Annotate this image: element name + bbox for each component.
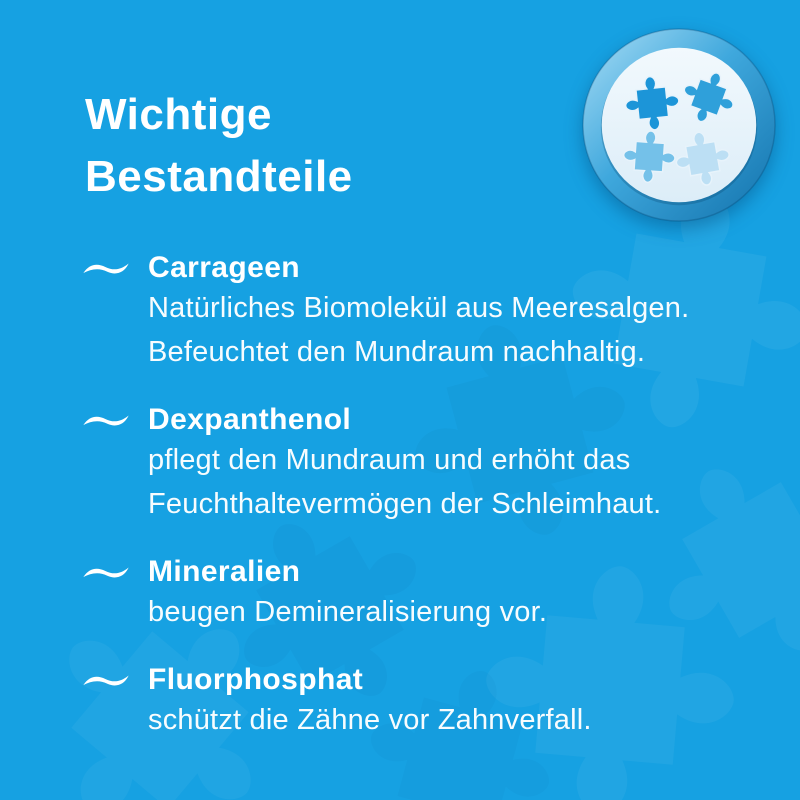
ingredient-description-line: Feuchthaltevermögen der Schleimhaut. — [148, 488, 662, 520]
wave-bullet-icon — [82, 662, 130, 691]
ingredient-description-line: Natürliches Biomolekül aus Meeresalgen. — [148, 292, 690, 324]
ingredient-description-line: Befeuchtet den Mundraum nachhaltig. — [148, 336, 646, 368]
ingredient-body — [148, 250, 782, 374]
ingredient-list — [82, 250, 782, 770]
ingredient-item-carrageen — [82, 250, 782, 374]
ingredient-name: Fluorphosphat — [148, 663, 364, 696]
puzzle-badge — [580, 26, 778, 224]
ingredient-description-line: pflegt den Mundraum und erhöht das — [148, 444, 631, 476]
wave-bullet-icon — [82, 250, 130, 279]
page-title-line2: Bestandteile — [85, 152, 353, 201]
puzzle-pieces-icon — [580, 26, 778, 224]
ingredient-item-fluorphosphat — [82, 662, 782, 742]
ingredient-description-line: beugen Demineralisierung vor. — [148, 596, 548, 628]
ingredient-item-dexpanthenol — [82, 402, 782, 526]
wave-bullet-icon — [82, 554, 130, 583]
ingredient-body — [148, 402, 782, 526]
ingredient-description-line: schützt die Zähne vor Zahnverfall. — [148, 704, 592, 736]
ingredient-name: Mineralien — [148, 555, 301, 588]
ingredient-body — [148, 662, 782, 742]
page-title-line1: Wichtige — [85, 90, 272, 139]
wave-bullet-icon — [82, 402, 130, 431]
ingredient-name: Carrageen — [148, 251, 301, 284]
page-title — [85, 84, 353, 208]
ingredient-name: Dexpanthenol — [148, 403, 352, 436]
ingredient-item-mineralien — [82, 554, 782, 634]
ingredient-body — [148, 554, 782, 634]
